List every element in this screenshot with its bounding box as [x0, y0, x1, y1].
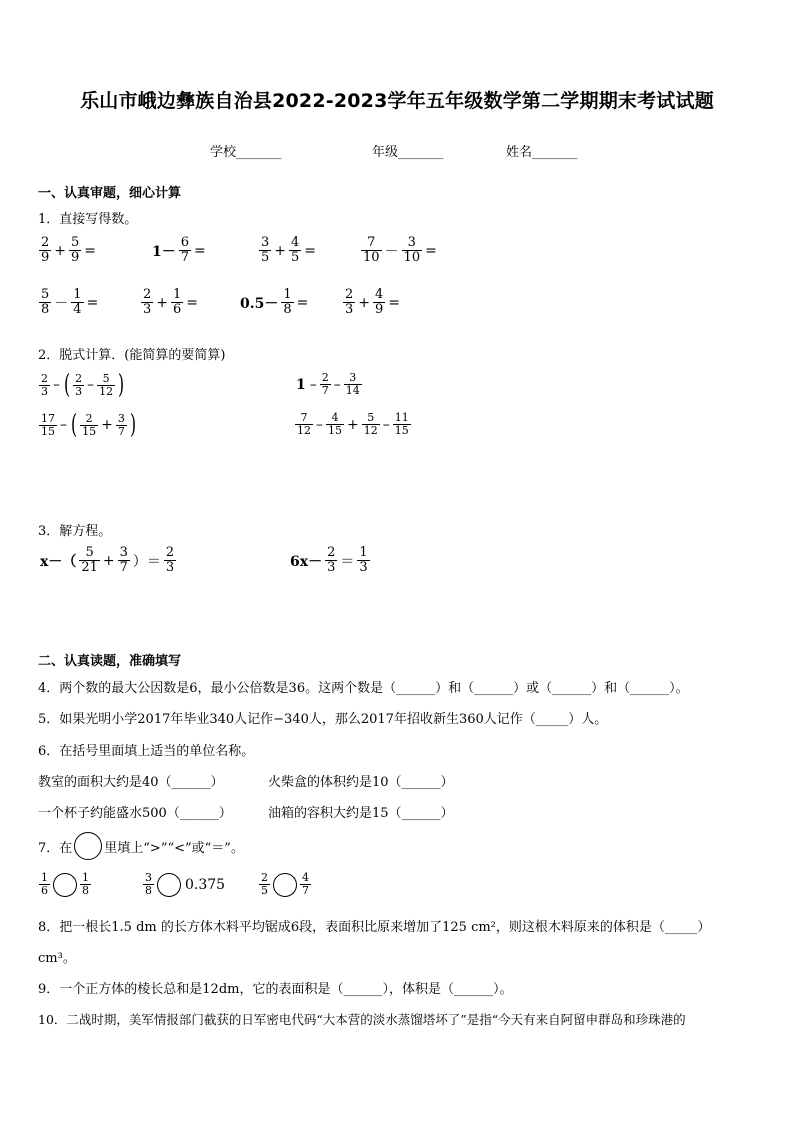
q10-text: 10．二战时期，美军情报部门截获的日军密电代码“大本营的淡水蒸馏塔坏了”是指“今天有来自阿留申群岛和珍珠港的: [38, 1012, 686, 1027]
q1-item-2: 1－ $\frac{6}{7}$ =: [152, 235, 206, 265]
fraction: $\frac{2}{3}$: [345, 287, 354, 317]
compare-circle-icon[interactable]: [273, 873, 297, 897]
fraction: $\frac{5}{9}$: [71, 235, 80, 265]
q1-label: 1．直接写得数。: [38, 212, 138, 227]
q7-item-2: $\frac{3}{8}$ 0.375: [145, 871, 226, 897]
compare-circle-icon: [74, 832, 102, 860]
q1-item-5: $\frac{5}{8}$ － $\frac{1}{4}$ =: [41, 287, 99, 317]
q7-label: 7．在 里填上“>”“<”或“＝”。: [38, 832, 244, 860]
q8-text-line-2: cm³。: [38, 951, 76, 966]
section-1-heading: 一、认真审题，细心计算: [38, 186, 182, 201]
q1-item-1: $\frac{2}{9}$ + $\frac{5}{9}$ =: [41, 235, 97, 265]
fraction: $\frac{6}{7}$: [180, 235, 190, 265]
q7-item-3: $\frac{2}{5}$ $\frac{4}{7}$: [261, 871, 309, 897]
q6-label: 6．在括号里面填上适当的单位名称。: [38, 744, 255, 759]
section-2-heading: 二、认真读题，准确填写: [38, 654, 182, 669]
q5-text: 5．如果光明小学2017年毕业340人记作−340人，那么2017年招收新生360人记作（_____）人。: [38, 712, 608, 727]
q6-item-d: 油箱的容积大约是15（______）: [268, 806, 454, 821]
q2-expr-4: $\frac{7}{12}$ – $\frac{4}{15}$ + $\frac{5}{12}$ – $\frac{11}{15}$: [297, 411, 409, 437]
compare-circle-icon[interactable]: [157, 873, 181, 897]
q6-item-c: 一个杯子约能盛水500（______）: [38, 806, 232, 821]
compare-circle-icon[interactable]: [53, 873, 77, 897]
fraction: $\frac{2}{9}$: [41, 235, 50, 265]
q1-item-3: $\frac{3}{5}$ + $\frac{4}{5}$ =: [261, 235, 317, 265]
school-field: 学校_______: [210, 145, 282, 160]
q8-text-line-1: 8．把一根长1.5 dm 的长方体木料平均锯成6段，表面积比原来增加了125 cm²，则这根木料原来的体积是（_____）: [38, 920, 711, 935]
q1-item-7: 0.5－ $\frac{1}{8}$ =: [240, 287, 309, 317]
fraction: $\frac{1}{6}$: [173, 287, 182, 317]
fraction: $\frac{5}{8}$: [41, 287, 50, 317]
q7-item-1: $\frac{1}{6}$ $\frac{1}{8}$: [41, 871, 89, 897]
q2-expr-3: $\frac{17}{15}$ – ( $\frac{2}{15}$ + $\frac{3}{7}$ ): [41, 410, 137, 440]
fraction: $\frac{4}{5}$: [291, 235, 300, 265]
page-title: 乐山市峨边彝族自治县2022-2023学年五年级数学第二学期期末考试试题: [80, 90, 714, 112]
q9-text: 9．一个正方体的棱长总和是12dm，它的表面积是（______），体积是（______）。: [38, 982, 513, 997]
fraction: $\frac{2}{3}$: [143, 287, 152, 317]
fraction: $\frac{1}{8}$: [283, 287, 292, 317]
q1-item-4: $\frac{7}{10}$ － $\frac{3}{10}$ =: [363, 235, 437, 265]
q1-item-6: $\frac{2}{3}$ + $\frac{1}{6}$ =: [143, 287, 199, 317]
q2-label: 2．脱式计算．(能简算的要简算): [38, 348, 226, 363]
fraction: $\frac{4}{9}$: [375, 287, 384, 317]
fraction: $\frac{7}{10}$: [363, 235, 380, 265]
q2-expr-2: 1 – $\frac{2}{7}$ – $\frac{3}{14}$: [296, 371, 360, 397]
grade-field: 年级_______: [372, 145, 444, 160]
q2-expr-1: $\frac{2}{3}$ – ( $\frac{2}{3}$ – $\frac{5}{12}$ ): [41, 370, 125, 400]
q4-text: 4．两个数的最大公因数是6，最小公倍数是36。这两个数是（______）和（______）或（______）和（______）。: [38, 681, 689, 696]
q1-item-8: $\frac{2}{3}$ + $\frac{4}{9}$ =: [345, 287, 401, 317]
fraction: $\frac{3}{5}$: [261, 235, 270, 265]
fraction: $\frac{1}{4}$: [73, 287, 82, 317]
q3-equation-2: 6x－ $\frac{2}{3}$ ＝ $\frac{1}{3}$: [290, 545, 368, 575]
name-field: 姓名_______: [506, 145, 578, 160]
q3-label: 3．解方程。: [38, 524, 112, 539]
q6-item-b: 火柴盒的体积约是10（______）: [268, 775, 454, 790]
q3-equation-1: x－（ $\frac{5}{21}$ + $\frac{3}{7}$ ）＝ $\frac{2}{3}$: [40, 545, 175, 575]
fraction: $\frac{3}{10}$: [403, 235, 421, 265]
q6-item-a: 教室的面积大约是40（______）: [38, 775, 224, 790]
